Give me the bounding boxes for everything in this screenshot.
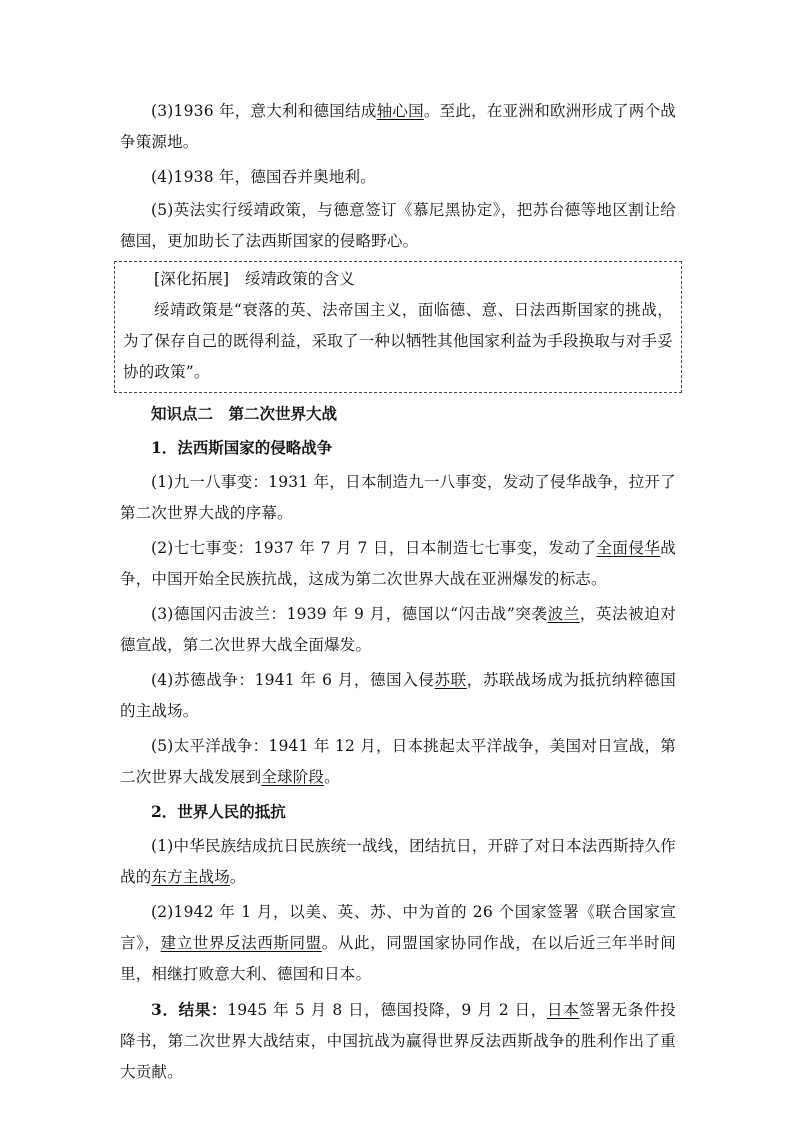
subsection-heading-aggression: 1．法西斯国家的侵略战争: [151, 438, 333, 457]
underlined-term: 东方主战场: [151, 868, 230, 886]
underlined-term: 日本: [546, 1001, 580, 1019]
document-page: [120, 96, 676, 1092]
text: (3)1936 年，意大利和德国结成: [151, 102, 377, 120]
section-heading: 知识点二 第二次世界大战: [151, 404, 338, 423]
underlined-term: 全面侵华: [596, 539, 661, 557]
underlined-term: 建立世界反法西斯同盟: [160, 934, 322, 952]
text: 。至此，在亚洲和欧洲形成了两个战争策源地。: [120, 102, 676, 151]
paragraph-pacific-war: [120, 731, 676, 793]
underlined-term: 全球阶段: [261, 768, 325, 786]
text: ，苏联战场成为抵抗纳粹德国的主战场。: [120, 671, 676, 720]
text: ，英法被迫对德宣战，第二次世界大战全面爆发。: [120, 605, 676, 654]
text: (4)苏德战争：1941 年 6 月，德国入侵: [151, 671, 435, 689]
outcome-label: 3．结果：: [151, 1000, 228, 1019]
paragraph-anschluss: (4)1938 年，德国吞并奥地利。: [151, 168, 376, 186]
text: 战争，中国开始全民族抗战，这成为第二次世界大战在亚洲爆发的标志。: [120, 539, 676, 588]
text: (1)中华民族结成抗日民族统一战线，团结抗日，开辟了对日本法西斯持久作战的: [120, 837, 676, 886]
underlined-term: 轴心国: [376, 102, 424, 120]
text: (5)太平洋战争：1941 年 12 月，日本挑起太平洋战争，美国对日宣战，第二次世界大战发展到: [120, 737, 676, 786]
paragraph-appeasement: [120, 195, 676, 257]
text: 。从此，同盟国家协同作战，在以后近三年半时间里，相继打败意大利、德国和日本。: [120, 934, 676, 983]
paragraph-poland-invasion: [120, 599, 676, 661]
text: 签署无条件投降书，第二次世界大战结束，中国抗战为赢得世界反法西斯战争的胜利作出了重大贡献。: [120, 1001, 676, 1081]
text: (5)英法实行: [151, 201, 238, 219]
paragraph-marco-polo-bridge: [120, 533, 676, 595]
paragraph-soviet-german-war: [120, 665, 676, 727]
text: 1945 年 5 月 8 日，德国投降，9 月 2 日，: [227, 1001, 547, 1019]
extension-box-body: 绥靖政策是“衰落的英、法帝国主义，面临德、意、日法西斯国家的挑战，为了保存自己的既得利益，采取了一种以牺牲其他国家利益为手段换取与对手妥协的政策”。: [123, 301, 673, 381]
underlined-term: 波兰: [547, 605, 580, 623]
paragraph-eastern-front: [120, 831, 676, 893]
subsection-heading-resistance: 2．世界人民的抵抗: [151, 802, 286, 821]
text: 。: [324, 768, 340, 786]
paragraph-war-outcome: [120, 994, 676, 1088]
paragraph-united-nations-declaration: [120, 897, 676, 990]
text: (2)1942 年 1 月，以美、英、苏、中为首的 26 个国家签署《联合国家宣言》，: [120, 903, 676, 952]
paragraph-mukden-incident: (1)九一八事变：1931 年，日本制造九一八事变，发动了侵华战争，拉开了第二次世界大战的序幕。: [120, 473, 676, 522]
highlighted-term: 绥靖政策: [237, 201, 302, 219]
underlined-term: 苏联: [434, 671, 467, 689]
text: 。: [229, 868, 246, 886]
text: ，与德意签订《慕尼黑协定》，把苏台德等地区割让给德国，更加助长了法西斯国家的侵略野心。: [120, 201, 676, 250]
paragraph-axis-powers: [120, 96, 676, 158]
text: (3)德国闪击波兰：1939 年 9 月，德国以“闪击战”突袭: [151, 605, 548, 623]
extension-box-title: [深化拓展] 绥靖政策的含义: [154, 270, 355, 288]
text: (2)七七事变：1937 年 7 月 7 日，日本制造七七事变，发动了: [151, 539, 597, 557]
extension-box: [114, 261, 682, 393]
